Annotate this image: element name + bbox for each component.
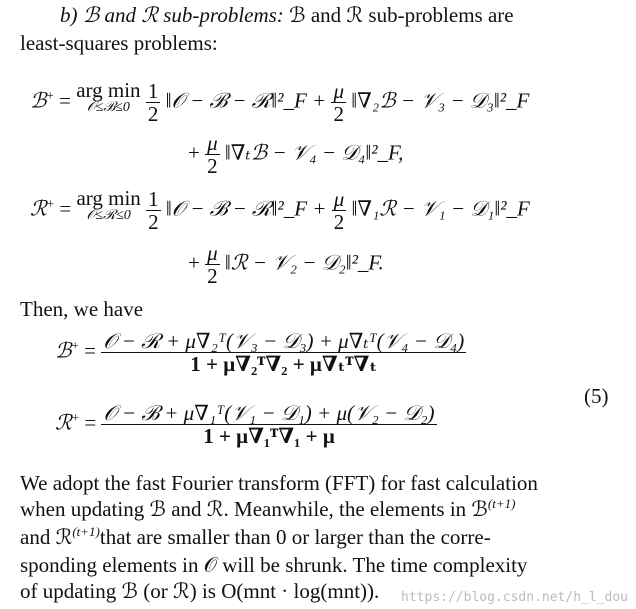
equation-b-line2: + $\frac{\mu}{2}$ ‖∇ₜℬ − 𝒱₄ − 𝒟₄‖²_F, <box>188 131 404 178</box>
argmin-operator <box>76 188 140 224</box>
paragraph-text: that are smaller than 0 or larger than the corre- <box>99 525 491 549</box>
equation-number: (5) <box>584 384 609 408</box>
paragraph-line-3 <box>20 524 491 550</box>
b-symbol: ℬ <box>55 338 72 363</box>
frac-num: μ <box>333 79 345 103</box>
heading-label: b) ℬ and ℛ sub-problems: <box>60 3 284 27</box>
solution-b-denominator: 1 + μ∇₂ᵀ∇₂ + μ∇ₜᵀ∇ₜ <box>101 352 466 375</box>
equation-b-line1: ℬ+ = arg min 𝒪≤ℬ≤0 $\frac{1}{2}$ ‖𝒪 − ℬ − ℛ‖²_F + $\frac{\mu}{2}$ ‖∇₂ℬ − 𝒱₃ − 𝒟₃‖²_F <box>30 78 530 126</box>
paragraph-line-2 <box>20 496 515 522</box>
watermark: https://blog.csdn.net/h_l_dou <box>401 590 628 605</box>
term1-b: ‖𝒪 − ℬ − ℛ‖²_F + <box>165 88 327 113</box>
superscript-t1: (t+1) <box>72 524 100 539</box>
term1-r: ‖𝒪 − ℬ − ℛ‖²_F + <box>165 196 327 221</box>
plus-superscript: + <box>46 195 55 211</box>
frac-den: 2 <box>148 210 159 234</box>
frac-den: 2 <box>331 102 346 125</box>
argmin-operator <box>76 80 140 116</box>
plus-superscript: + <box>71 409 80 425</box>
half-fraction <box>146 188 161 233</box>
constraint-r: 𝒪≤ℛ≤0 <box>86 208 131 223</box>
solution-r-fraction <box>101 402 436 447</box>
term2-b: ‖∇₂ℬ − 𝒱₃ − 𝒟₃‖²_F <box>351 88 530 113</box>
term3-b: ‖∇ₜℬ − 𝒱₄ − 𝒟₄‖²_F, <box>224 140 404 165</box>
r-symbol: ℛ <box>55 410 72 435</box>
r-symbol: ℛ <box>30 196 47 221</box>
then-text: Then, we have <box>20 297 144 321</box>
mu-fraction <box>331 80 346 125</box>
term2-r: ‖∇₁ℛ − 𝒱₁ − 𝒟₁‖²_F <box>351 196 530 221</box>
mu-fraction <box>332 188 347 233</box>
frac-den: 2 <box>205 154 220 177</box>
plus-superscript: + <box>71 337 79 353</box>
heading-rest: ℬ and ℛ sub-problems are <box>289 3 514 27</box>
paragraph-text: when updating ℬ and ℛ. Meanwhile, the elements in ℬ <box>20 497 488 521</box>
frac-num: μ <box>207 241 218 265</box>
equation-r-line1: ℛ+ = arg min 𝒪≤ℛ≤0 $\frac{1}{2}$ ‖𝒪 − ℬ − ℛ‖²_F + $\frac{\mu}{2}$ ‖∇₁ℛ − 𝒱₁ − 𝒟₁‖²_F <box>30 186 530 234</box>
constraint-b: 𝒪≤ℬ≤0 <box>86 100 130 115</box>
frac-den: 2 <box>147 102 159 126</box>
plus-superscript: + <box>46 87 54 103</box>
argmin-text: arg min <box>76 186 141 210</box>
paragraph-line-5: of updating ℬ (or ℛ) is O(mnt · log(mnt)). <box>20 579 380 603</box>
mu-fraction <box>205 132 220 177</box>
solution-b-numerator: 𝒪 − ℛ + μ∇₂ᵀ(𝒱₃ − 𝒟₃) + μ∇ₜᵀ(𝒱₄ − 𝒟₄) <box>103 329 465 353</box>
paragraph-text: and ℛ <box>20 525 73 549</box>
frac-num: μ <box>333 187 345 211</box>
b-symbol: ℬ <box>30 88 47 113</box>
paragraph-line-4: sponding elements in 𝒪 will be shrunk. The time complexity <box>20 553 528 577</box>
argmin-text: arg min <box>76 78 141 102</box>
equation-r-line2: + $\frac{\mu}{2}$ ‖ℛ − 𝒱₂ − 𝒟₂‖²_F. <box>188 241 384 288</box>
term3-r: ‖ℛ − 𝒱₂ − 𝒟₂‖²_F. <box>224 250 384 275</box>
solution-b: ℬ+ = $\frac{\text{𝒪 − ℛ + μ∇₂ᵀ(𝒱₃ − 𝒟₃) + μ∇ₜᵀ(𝒱₄ − 𝒟₄)}}{\text{1 + μ∇₂ᵀ∇₂ + μ∇ₜᵀ∇ₜ}}$ <box>55 329 465 376</box>
solution-r-denominator: 1 + μ∇₁ᵀ∇₁ + μ <box>101 424 436 447</box>
frac-num: 1 <box>147 79 159 103</box>
solution-r: ℛ+ = $\frac{\text{𝒪 − ℬ + μ∇₁ᵀ(𝒱₁ − 𝒟₁) + μ(𝒱₂ − 𝒟₂)}}{\text{1 + μ∇₁ᵀ∇₁ + μ}}$ <box>55 401 435 448</box>
intro-line: least-squares problems: <box>20 31 218 55</box>
section-heading <box>60 2 514 28</box>
frac-den: 2 <box>332 210 347 233</box>
half-fraction <box>146 80 161 125</box>
paragraph-line-1: We adopt the fast Fourier transform (FFT) for fast calculation <box>20 471 538 495</box>
superscript-t1: (t+1) <box>487 496 516 511</box>
mu-fraction <box>205 242 220 287</box>
solution-r-numerator: 𝒪 − ℬ + μ∇₁ᵀ(𝒱₁ − 𝒟₁) + μ(𝒱₂ − 𝒟₂) <box>103 401 435 425</box>
frac-den: 2 <box>205 264 220 287</box>
frac-num: μ <box>207 131 218 155</box>
solution-b-fraction <box>101 330 466 375</box>
frac-num: 1 <box>148 187 159 211</box>
